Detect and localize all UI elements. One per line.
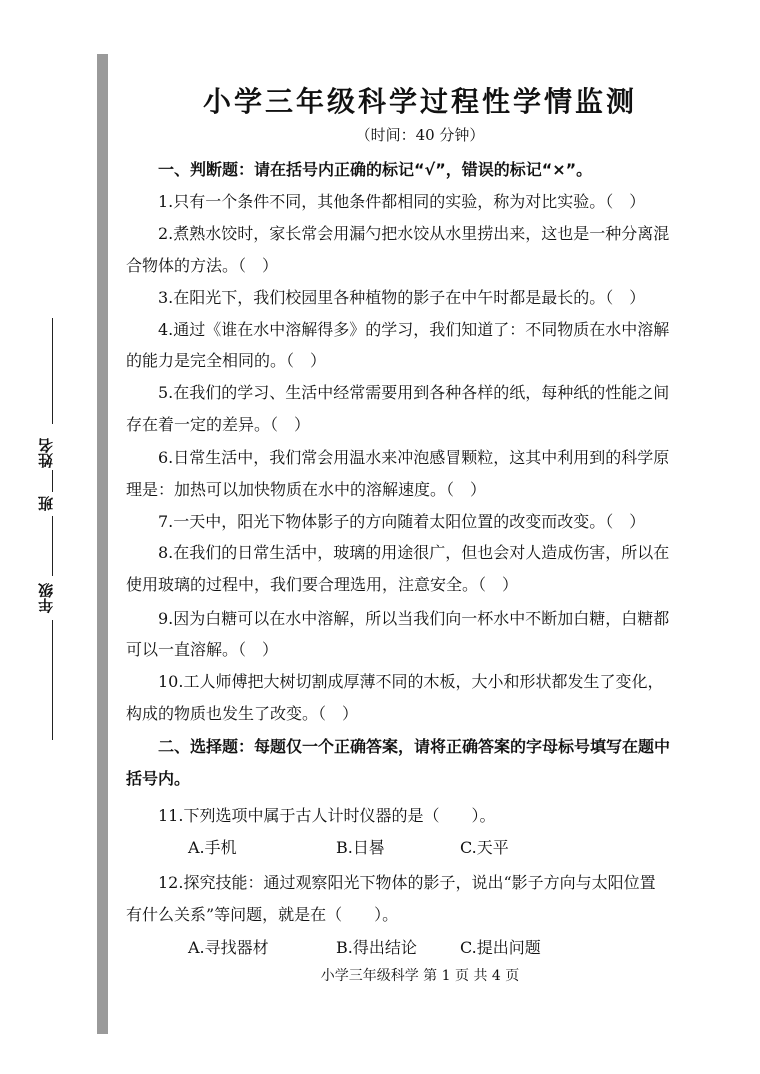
time-subtitle: （时间：40 分钟） — [355, 126, 485, 144]
question-10-line-2: 构成的物质也发生了改变。（ ） — [126, 704, 359, 723]
question-6-line-2: 理是：加热可以加快物质在水中的溶解速度。（ ） — [126, 480, 487, 499]
name-label: 姓名 — [37, 438, 55, 468]
question-10-line-1: 10.工人师傅把大树切割成厚薄不同的木板，大小和形状都发生了变化， — [158, 672, 664, 691]
section-2-heading-line-2: 括号内。 — [126, 769, 191, 788]
question-12-line-1: 12.探究技能：通过观察阳光下物体的影子，说出“影子方向与太阳位置 — [158, 873, 656, 892]
question-12-option-c: C.提出问题 — [460, 938, 541, 957]
page-footer: 小学三年级科学 第 1 页 共 4 页 — [320, 968, 520, 984]
question-2-line-2: 合物体的方法。（ ） — [126, 256, 279, 275]
question-9-line-2: 可以一直溶解。（ ） — [126, 640, 279, 659]
question-2-line-1: 2.煮熟水饺时，家长常会用漏勺把水饺从水里捞出来，这也是一种分离混 — [158, 224, 670, 243]
question-5-line-2: 存在着一定的差异。（ ） — [126, 415, 311, 434]
class-label: 班 — [37, 496, 55, 512]
question-8-line-2: 使用玻璃的过程中，我们要合理选用，注意安全。（ ） — [126, 575, 519, 594]
question-6-line-1: 6.日常生活中，我们常会用温水来冲泡感冒颗粒，这其中利用到的科学原 — [158, 448, 670, 467]
question-7: 7.一天中，阳光下物体影子的方向随着太阳位置的改变而改变。（ ） — [158, 512, 646, 531]
question-11-option-a: A.手机 — [188, 838, 237, 857]
question-12-option-b: B.得出结论 — [336, 938, 417, 957]
question-11-option-c: C.天平 — [460, 838, 509, 857]
question-12-line-2: 有什么关系”等问题，就是在（ ）。 — [126, 905, 399, 924]
question-3: 3.在阳光下，我们校园里各种植物的影子在中午时都是最长的。（ ） — [158, 288, 646, 307]
page-title: 小学三年级科学过程性学情监测 — [202, 85, 637, 118]
question-4-line-2: 的能力是完全相同的。（ ） — [126, 351, 327, 370]
question-9-line-1: 9.因为白糖可以在水中溶解，所以当我们向一杯水中不断加白糖，白糖都 — [158, 609, 670, 628]
question-5-line-1: 5.在我们的学习、生活中经常需要用到各种各样的纸，每种纸的性能之间 — [158, 383, 670, 402]
question-4-line-1: 4.通过《谁在水中溶解得多》的学习，我们知道了：不同物质在水中溶解 — [158, 320, 670, 339]
section-1-heading: 一、判断题：请在括号内正确的标记“√”，错误的标记“×”。 — [158, 160, 593, 179]
question-11-option-b: B.日晷 — [336, 838, 385, 857]
question-8-line-1: 8.在我们的日常生活中，玻璃的用途很广，但也会对人造成伤害，所以在 — [158, 543, 670, 562]
question-1: 1.只有一个条件不同，其他条件都相同的实验，称为对比实验。（ ） — [158, 192, 646, 211]
section-2-heading-line-1: 二、选择题：每题仅一个正确答案，请将正确答案的字母标号填写在题中 — [158, 737, 671, 756]
question-12-option-a: A.寻找器材 — [188, 938, 269, 957]
grade-label: 年级 — [37, 583, 55, 613]
question-11: 11.下列选项中属于古人计时仪器的是（ ）。 — [158, 806, 496, 825]
